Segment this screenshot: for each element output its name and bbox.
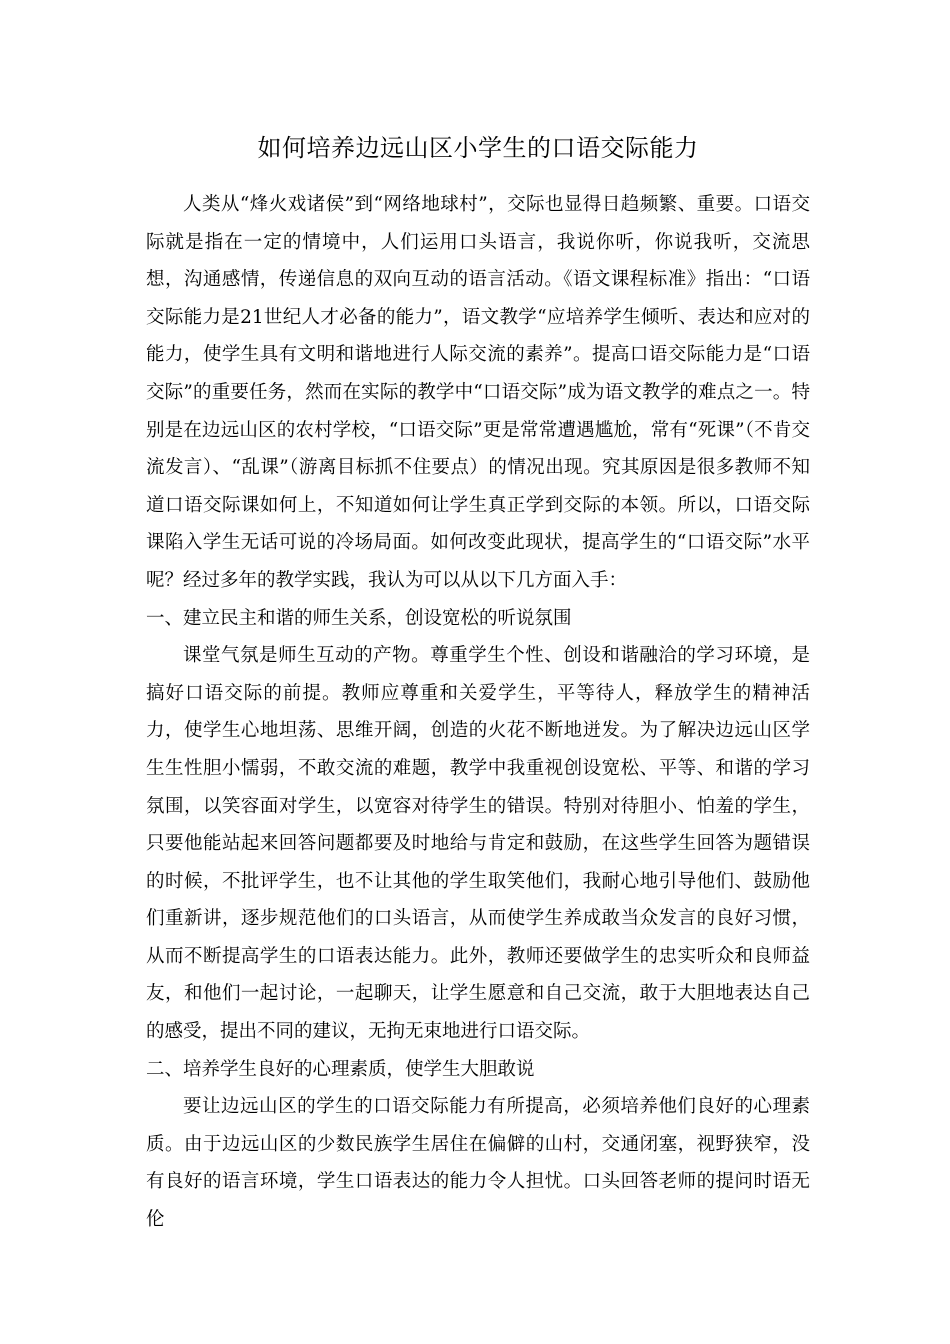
section-2-paragraph: 要让边远山区的学生的口语交际能力有所提高，必须培养他们良好的心理素质。由于边远山区的少数民族学生居住在偏僻的山村，交通闭塞，视野狭窄，没有良好的语言环境，学生口语表达的能力令人担忧。口头回答老师的提问时语无伦 (146, 1096, 810, 1231)
section-1-paragraph: 课堂气氛是师生互动的产物。尊重学生个性、创设和谐融洽的学习环境，是搞好口语交际的前提。教师应尊重和关爱学生，平等待人，释放学生的精神活力，使学生心地坦荡、思维开阔，创造的火花不断地迸发。为了解决边远山区学生生性胆小懦弱，不敢交流的难题，教学中我重视创设宽松、平等、和谐的学习氛围，以笑容面对学生，以宽容对待学生的错误。特别对待胆小、怕羞的学生，只要他能站起来回答问题都要及时地给与肯定和鼓励，在这些学生回答为题错误的时候，不批评学生，也不让其他的学生取笑他们，我耐心地引导他们、鼓励他们重新讲，逐步规范他们的口头语言，从而使学生养成敢当众发言的良好习惯，从而不断提高学生的口语表达能力。此外，教师还要做学生的忠实听众和良师益友，和他们一起讨论，一起聊天，让学生愿意和自己交流，敢于大胆地表达自己的感受，提出不同的建议，无拘无束地进行口语交际。 (146, 645, 810, 1043)
document-page (146, 128, 810, 1239)
intro-paragraph: 人类从“烽火戏诸侯”到“网络地球村”，交际也显得日趋频繁、重要。口语交际就是指在一定的情境中，人们运用口头语言，我说你听，你说我听，交流思想，沟通感情，传递信息的双向互动的语言活动。《语文课程标准》指出：“口语交际能力是21世纪人才必备的能力”，语文教学“应培养学生倾听、表达和应对的能力，使学生具有文明和谐地进行人际交流的素养”。提高口语交际能力是“口语交际”的重要任务，然而在实际的教学中“口语交际”成为语文教学的难点之一。特别是在边远山区的农村学校，“口语交际”更是常常遭遇尴尬，常有“死课”（不肯交流发言）、“乱课”（游离目标抓不住要点）的情况出现。究其原因是很多教师不知道口语交际课如何上，不知道如何让学生真正学到交际的本领。所以，口语交际课陷入学生无话可说的冷场局面。如何改变此现状，提高学生的“口语交际”水平呢？经过多年的教学实践，我认为可以从以下几方面入手： (146, 194, 810, 591)
section-2-heading: 二、培养学生良好的心理素质，使学生大胆敢说 (146, 1058, 535, 1080)
document-title: 如何培养边远山区小学生的口语交际能力 (257, 134, 699, 162)
section-1-heading: 一、建立民主和谐的师生关系，创设宽松的听说氛围 (146, 607, 572, 629)
